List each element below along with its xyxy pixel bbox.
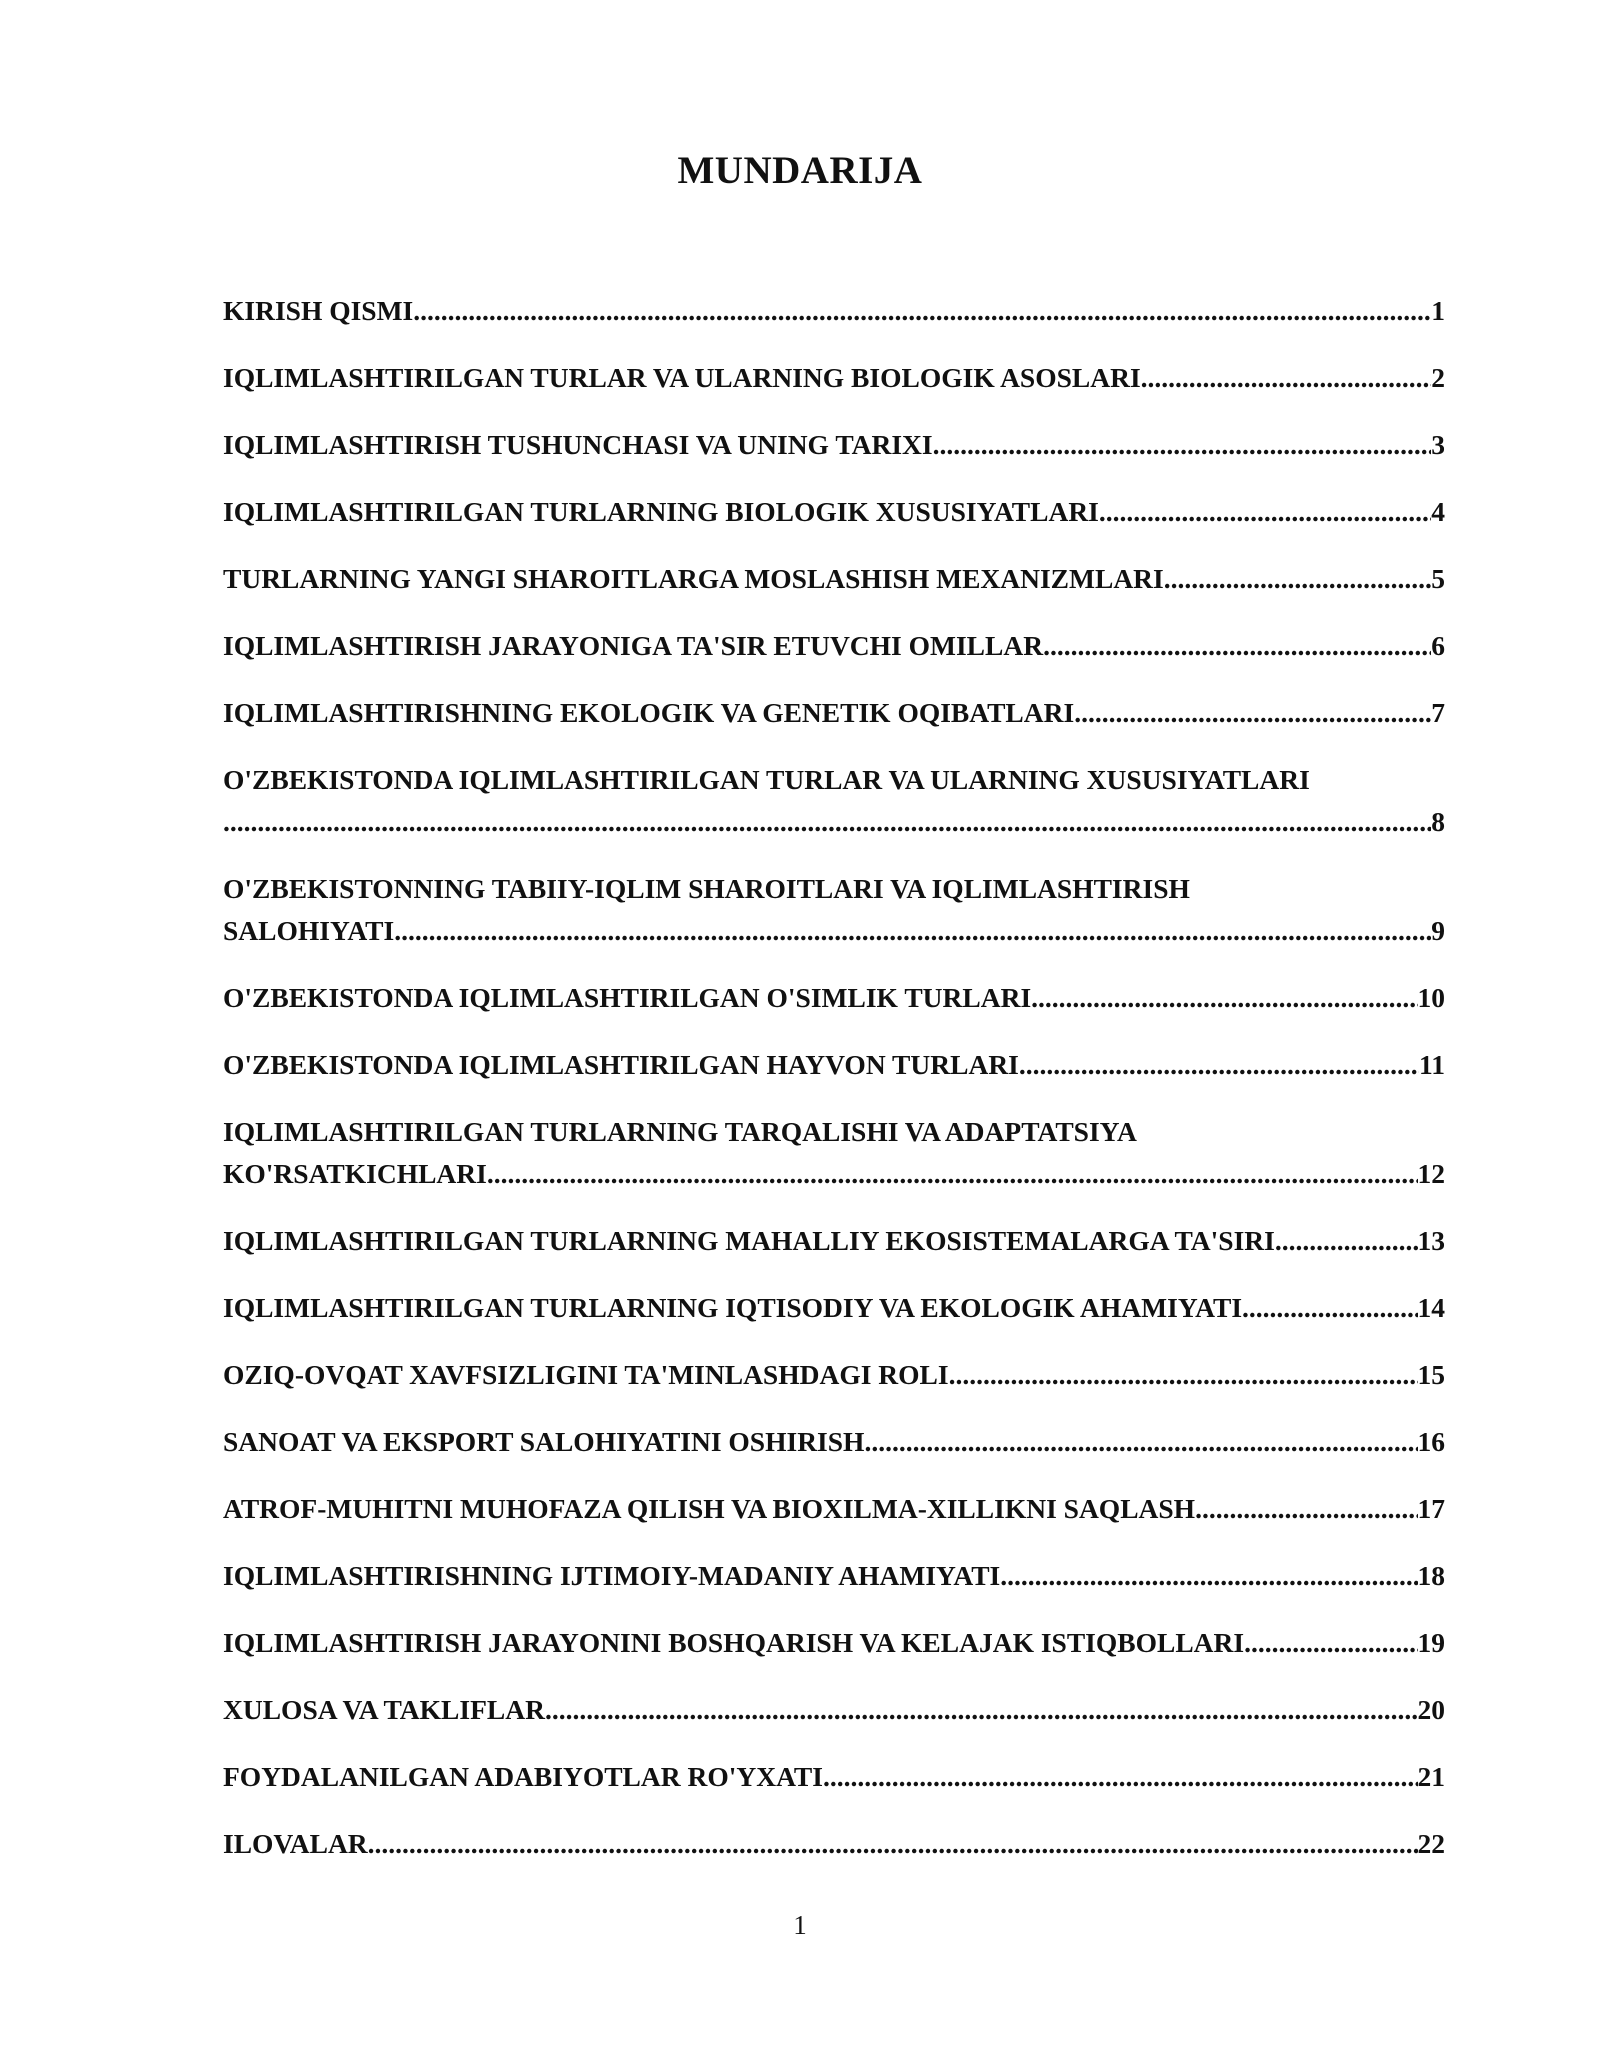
- dot-leader: [933, 424, 1432, 466]
- toc-entry-title: IQLIMLASHTIRILGAN TURLAR VA ULARNING BIOLOGIK ASOSLARI: [223, 362, 1141, 393]
- toc-entry-row: [223, 1044, 1445, 1086]
- toc-entry[interactable]: [223, 1622, 1445, 1664]
- toc-entry-title-line: O'ZBEKISTONDA IQLIMLASHTIRILGAN TURLAR VA ULARNING XUSUSIYATLARI: [223, 764, 1310, 795]
- toc-entry[interactable]: [223, 491, 1445, 533]
- toc-page-number: 1: [1431, 295, 1445, 326]
- toc-entry[interactable]: [223, 1111, 1445, 1195]
- toc-entry-title: OZIQ-OVQAT XAVFSIZLIGINI TA'MINLASHDAGI ROLI: [223, 1359, 949, 1390]
- dot-leader: [1275, 1220, 1418, 1262]
- toc-entry-title: TURLARNING YANGI SHAROITLARGA MOSLASHISH MEXANIZMLARI: [223, 563, 1164, 594]
- toc-entry-row: [223, 625, 1445, 667]
- dot-leader: [1000, 1555, 1417, 1597]
- toc-entry-title: IQLIMLASHTIRISHNING IJTIMOIY-MADANIY AHAMIYATI: [223, 1560, 1001, 1591]
- page-number: 1: [793, 1910, 807, 1940]
- toc-page-number: 12: [1417, 1158, 1445, 1189]
- dot-leader: [1019, 1044, 1419, 1086]
- toc-entry-title: ILOVALAR: [223, 1828, 368, 1859]
- toc-entry-row: [223, 357, 1445, 399]
- dot-leader: [394, 910, 1431, 952]
- toc-page-number: 10: [1417, 982, 1445, 1013]
- toc-entry-title: IQLIMLASHTIRISHNING EKOLOGIK VA GENETIK OQIBATLARI: [223, 697, 1075, 728]
- dot-leader: [1031, 977, 1417, 1019]
- toc-entry-title: IQLIMLASHTIRISH TUSHUNCHASI VA UNING TARIXI: [223, 429, 933, 460]
- dot-leader: [223, 801, 1431, 843]
- toc-entry-title-line: IQLIMLASHTIRILGAN TURLARNING TARQALISHI VA ADAPTATSIYA: [223, 1116, 1137, 1147]
- toc-entry-row: [223, 1622, 1445, 1664]
- toc-page-number: 19: [1417, 1627, 1445, 1658]
- toc-entry-title: FOYDALANILGAN ADABIYOTLAR RO'YXATI: [223, 1761, 823, 1792]
- toc-entry-title: IQLIMLASHTIRISH JARAYONINI BOSHQARISH VA KELAJAK ISTIQBOLLARI: [223, 1627, 1245, 1658]
- dot-leader: [487, 1153, 1418, 1195]
- dot-leader: [368, 1823, 1418, 1865]
- toc-entry-title: IQLIMLASHTIRISH JARAYONIGA TA'SIR ETUVCHI OMILLAR: [223, 630, 1044, 661]
- toc-entry[interactable]: [223, 625, 1445, 667]
- toc-entry[interactable]: [223, 1354, 1445, 1396]
- toc-entry[interactable]: [223, 1689, 1445, 1731]
- toc-entry[interactable]: [223, 357, 1445, 399]
- toc-entry-row: [223, 1354, 1445, 1396]
- toc-page-number: 5: [1431, 563, 1445, 594]
- toc-entry-title: IQLIMLASHTIRILGAN TURLARNING MAHALLIY EKOSISTEMALARGA TA'SIRI: [223, 1225, 1275, 1256]
- toc-page-number: 11: [1419, 1049, 1445, 1080]
- toc-page-number: 20: [1417, 1694, 1445, 1725]
- dot-leader: [1249, 1287, 1418, 1329]
- toc-entry-row: [223, 290, 1445, 332]
- toc-entry-row: [223, 491, 1445, 533]
- toc-entry-title: KIRISH QISMI: [223, 295, 414, 326]
- toc-entry-title: SANOAT VA EKSPORT SALOHIYATINI OSHIRISH: [223, 1426, 865, 1457]
- toc-entry-title: O'ZBEKISTONDA IQLIMLASHTIRILGAN O'SIMLIK TURLARI: [223, 982, 1032, 1013]
- dot-leader: [1195, 1488, 1417, 1530]
- toc-entry[interactable]: [223, 1555, 1445, 1597]
- toc-entry[interactable]: [223, 977, 1445, 1019]
- toc-entry-title: ATROF-MUHITNI MUHOFAZA QILISH VA BIOXILMA-XILLIKNI SAQLASH: [223, 1493, 1196, 1524]
- toc-entry[interactable]: [223, 1823, 1445, 1865]
- dot-leader: [1074, 692, 1431, 734]
- toc-entry[interactable]: [223, 558, 1445, 600]
- toc-entry-row: [223, 910, 1445, 952]
- table-of-contents: [223, 290, 1445, 1890]
- toc-page-number: 8: [1431, 806, 1445, 837]
- toc-entry-row: [223, 1421, 1445, 1463]
- toc-entry[interactable]: [223, 1488, 1445, 1530]
- toc-entry[interactable]: [223, 424, 1445, 466]
- toc-page-number: 2: [1431, 362, 1445, 393]
- toc-page-number: 9: [1431, 915, 1445, 946]
- toc-page-number: 22: [1417, 1828, 1445, 1859]
- toc-entry-title: IQLIMLASHTIRILGAN TURLARNING BIOLOGIK XUSUSIYATLARI: [223, 496, 1099, 527]
- dot-leader: [823, 1756, 1418, 1798]
- toc-entry-title: SALOHIYATI: [223, 915, 395, 946]
- toc-page-number: 13: [1417, 1225, 1445, 1256]
- toc-entry-row: [223, 801, 1445, 843]
- dot-leader: [1099, 491, 1431, 533]
- toc-entry-row: [223, 1287, 1445, 1329]
- toc-entry[interactable]: [223, 1756, 1445, 1798]
- toc-page-number: 17: [1417, 1493, 1445, 1524]
- toc-page-number: 16: [1417, 1426, 1445, 1457]
- toc-page-number: 3: [1431, 429, 1445, 460]
- dot-leader: [545, 1689, 1418, 1731]
- dot-leader: [1141, 357, 1432, 399]
- toc-page-number: 15: [1417, 1359, 1445, 1390]
- toc-entry-row: [223, 1823, 1445, 1865]
- toc-entry-row: [223, 692, 1445, 734]
- toc-entry-row: [223, 1488, 1445, 1530]
- dot-leader: [1043, 625, 1431, 667]
- toc-entry-row: [223, 1153, 1445, 1195]
- toc-entry[interactable]: [223, 692, 1445, 734]
- dot-leader: [1244, 1622, 1417, 1664]
- toc-entry-title: XULOSA VA TAKLIFLAR: [223, 1694, 545, 1725]
- toc-page-number: 6: [1431, 630, 1445, 661]
- dot-leader: [413, 290, 1431, 332]
- toc-entry-title: KO'RSATKICHLARI: [223, 1158, 487, 1189]
- toc-entry[interactable]: [223, 868, 1445, 952]
- toc-page-number: 4: [1431, 496, 1445, 527]
- toc-page-number: 21: [1417, 1761, 1445, 1792]
- toc-entry[interactable]: [223, 759, 1445, 843]
- toc-entry[interactable]: [223, 1220, 1445, 1262]
- dot-leader: [1164, 558, 1432, 600]
- toc-entry-row: [223, 977, 1445, 1019]
- toc-entry-title: IQLIMLASHTIRILGAN TURLARNING IQTISODIY VA EKOLOGIK AHAMIYATI.: [223, 1292, 1249, 1323]
- toc-entry-row: [223, 558, 1445, 600]
- page-title: MUNDARIJA: [677, 149, 923, 192]
- toc-page-number: 18: [1417, 1560, 1445, 1591]
- dot-leader: [949, 1354, 1418, 1396]
- toc-entry-row: [223, 1689, 1445, 1731]
- toc-entry[interactable]: [223, 1287, 1445, 1329]
- toc-entry-row: [223, 424, 1445, 466]
- toc-entry-row: [223, 1555, 1445, 1597]
- toc-entry[interactable]: [223, 290, 1445, 332]
- toc-entry-title-line: O'ZBEKISTONNING TABIIY-IQLIM SHAROITLARI VA IQLIMLASHTIRISH: [223, 873, 1190, 904]
- toc-entry-row: [223, 1220, 1445, 1262]
- dot-leader: [864, 1421, 1417, 1463]
- toc-entry[interactable]: [223, 1421, 1445, 1463]
- toc-entry-row: [223, 1756, 1445, 1798]
- toc-page-number: 14: [1417, 1292, 1445, 1323]
- toc-entry[interactable]: [223, 1044, 1445, 1086]
- toc-page-number: 7: [1431, 697, 1445, 728]
- toc-entry-title: O'ZBEKISTONDA IQLIMLASHTIRILGAN HAYVON TURLARI: [223, 1049, 1019, 1080]
